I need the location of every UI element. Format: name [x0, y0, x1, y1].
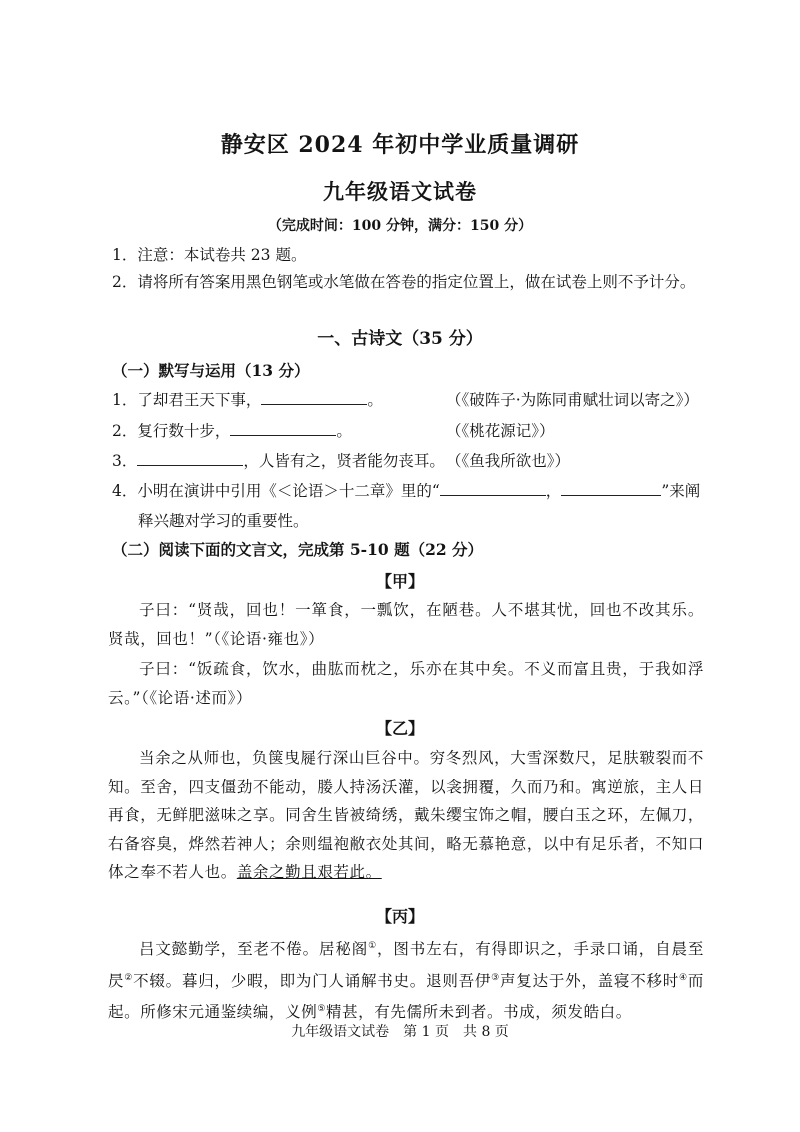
exam-subtitle: 九年级语文试卷 — [323, 179, 477, 204]
passage-jia-para-2: 子曰：“饭疏食，饮水，曲肱而枕之，乐亦在其中矣。不义而富且贵，于我如浮云。”（《论语·述而》） — [108, 660, 704, 707]
question-1-text: 1．了却君王天下事， — [112, 391, 262, 409]
answer-blank[interactable] — [440, 481, 546, 496]
question-1: 1．了却君王天下事， 。 — [112, 391, 383, 409]
footnote-marker: ① — [368, 941, 378, 951]
question-2: 2．复行数十步， 。 — [112, 422, 352, 440]
passage-bing-label: 【丙】 — [375, 907, 424, 926]
page-footer: 九年级语文试卷 第 1 页 共 8 页 — [291, 1024, 509, 1040]
section-title: 一、古诗文（35 分） — [317, 329, 483, 349]
question-3-text: ，人皆有之，贤者能勿丧耳。 — [243, 452, 445, 470]
question-2-text: 2．复行数十步， — [112, 422, 231, 440]
part-1-heading: （一）默写与运用（13 分） — [112, 361, 310, 380]
passage-jia-para-1: 子曰：“贤哉，回也！一箪食，一瓢饮，在陋巷。人不堪其忧，回也不改其乐。贤哉，回也！”（《论语·雍也》） — [108, 601, 704, 648]
footnote-marker: ③ — [491, 972, 501, 983]
question-4-text: 4．小明在演讲中引用《＜论语＞十二章》里的“ — [112, 482, 440, 500]
question-4-continued: 释兴趣对学习的重要性。 — [138, 512, 309, 530]
answer-blank[interactable] — [561, 481, 661, 496]
footnote-marker: ④ — [679, 972, 688, 983]
footnote-marker: ⑤ — [317, 1004, 326, 1015]
passage-yi-text: 当余之从师也，负箧曳屣行深山巨谷中。穷冬烈风，大雪深数尺，足肤皲裂而不知。至舍，四支僵劲不能动，媵人持汤沃灌，以衾拥覆，久而乃和。寓逆旅，主人日再食，无鲜肥滋味之享。同舍生皆被绮绣，戴朱缨宝饰之帽，腰白玉之环，左佩刀，右备容臭，烨然若神人；余则缊袍敝衣处其间，略无慕艳意，以中有足乐者，不知口体之奉不若人也。 — [108, 749, 704, 881]
exam-time-info: （完成时间：100 分钟，满分：150 分） — [267, 218, 533, 234]
question-2-source: （《桃花源记》） — [446, 422, 555, 440]
part-2-heading: （二）阅读下面的文言文，完成第 5-10 题（22 分） — [112, 540, 484, 559]
answer-blank[interactable] — [261, 390, 367, 405]
question-3-source: （《鱼我所欲也》） — [446, 452, 571, 470]
passage-bing-para: 吕文懿勤学，至老不倦。居秘阁①，图书左右，有得即识之，手录口诵，自晨至昃②不辍。暮归，少暇，即为门人诵解书史。退则吾伊③声复达于外，盖寝不移时④而起。所修宋元通鉴续编，义例⑤精甚，有先儒所未到者。书成，须发皓白。 — [108, 940, 704, 1022]
passage-yi-para — [108, 744, 704, 887]
question-1-source: （《破阵子·为陈同甫赋壮词以寄之》） — [446, 391, 699, 409]
question-4: 4．小明在演讲中引用《＜论语＞十二章》里的“ ， ”来阐 — [112, 482, 701, 500]
exam-title: 静安区 2024 年初中学业质量调研 — [220, 132, 580, 158]
passage-yi-label: 【乙】 — [375, 719, 424, 738]
notice-1: 1．注意：本试卷共 23 题。 — [112, 246, 307, 264]
answer-blank[interactable] — [230, 421, 336, 436]
passage-jia-label: 【甲】 — [375, 572, 424, 591]
footnote-marker: ② — [124, 972, 134, 983]
answer-blank[interactable] — [137, 451, 243, 466]
question-3: 3． ，人皆有之，贤者能勿丧耳。 — [112, 452, 445, 470]
underlined-sentence: 盖余之勤且艰若此。 — [236, 863, 382, 881]
notice-2: 2．请将所有答案用黑色钢笔或水笔做在答卷的指定位置上，做在试卷上则不予计分。 — [112, 273, 696, 291]
